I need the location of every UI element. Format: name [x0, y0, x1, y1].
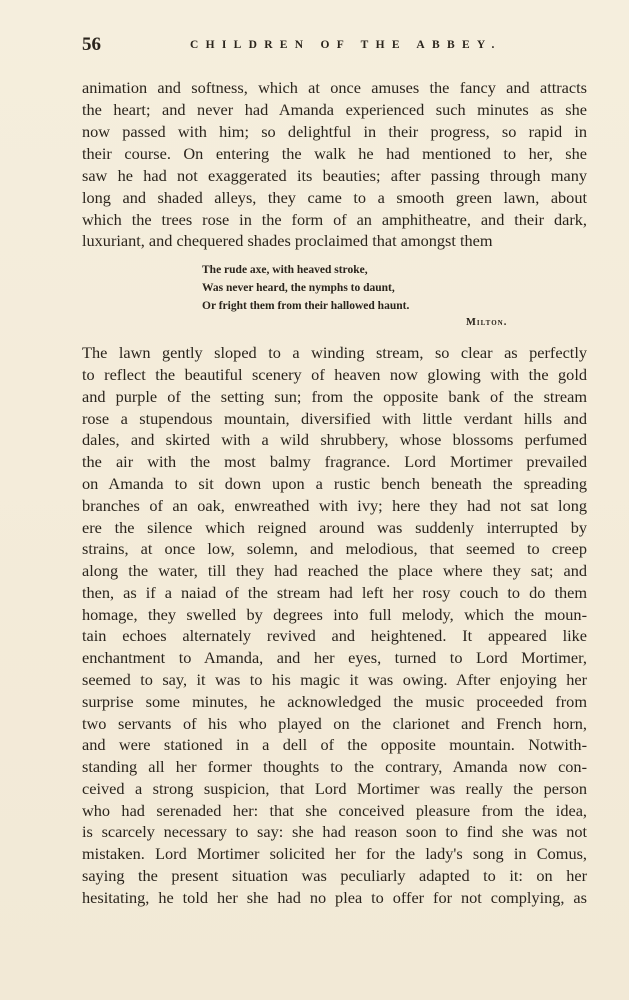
text-line: their course. On entering the walk he had mentioned to her, she — [82, 144, 587, 163]
text-line: the air with the most balmy fragrance. Lord Mortimer prevailed — [82, 452, 587, 471]
text-line: ere the silence which reigned around was suddenly interrupted by — [82, 518, 587, 537]
text-line: standing all her former thoughts to the contrary, Amanda now con- — [82, 757, 587, 776]
text-line: homage, they swelled by degrees into full melody, which the moun- — [82, 605, 587, 624]
text-line: seemed to say, it was to his magic it was owing. After enjoying her — [82, 670, 587, 689]
running-title: CHILDREN OF THE ABBEY. — [190, 39, 502, 51]
text-line: dales, and skirted with a wild shrubbery, whose blossoms perfumed — [82, 430, 587, 449]
text-line: strains, at once low, solemn, and melodious, that seemed to creep — [82, 539, 587, 558]
text-line: to reflect the beautiful scenery of heaven now glowing with the gold — [82, 365, 587, 384]
text-line: on Amanda to sit down upon a rustic bench beneath the spreading — [82, 474, 587, 493]
text-line: is scarcely necessary to say: she had reason soon to find she was not — [82, 822, 587, 841]
verse-line: The rude axe, with heaved stroke, — [202, 264, 368, 276]
text-line: The lawn gently sloped to a winding stream, so clear as perfectly — [82, 343, 587, 362]
text-line: rose a stupendous mountain, diversified with little verdant hills and — [82, 409, 587, 428]
verse-attribution: Milton. — [466, 317, 508, 328]
text-line: branches of an oak, enwreathed with ivy; here they had not sat long — [82, 496, 587, 515]
text-line: luxuriant, and chequered shades proclaimed that amongst them — [82, 231, 493, 250]
text-line: along the water, till they had reached the place where they sat; and — [82, 561, 587, 580]
text-line: hesitating, he told her she had no plea to offer for not complying, as — [82, 888, 587, 907]
text-line: long and shaded alleys, they came to a smooth green lawn, about — [82, 188, 587, 207]
text-line: ceived a strong suspicion, that Lord Mortimer was really the person — [82, 779, 587, 798]
page-number: 56 — [82, 34, 101, 55]
text-line: mistaken. Lord Mortimer solicited her for the lady's song in Comus, — [82, 844, 587, 863]
verse-line: Was never heard, the nymphs to daunt, — [202, 282, 395, 294]
text-line: two servants of his who played on the clarionet and French horn, — [82, 714, 587, 733]
running-head — [82, 34, 587, 56]
text-line: and purple of the setting sun; from the opposite bank of the stream — [82, 387, 587, 406]
text-line: enchantment to Amanda, and her eyes, turned to Lord Mortimer, — [82, 648, 587, 667]
text-line: the heart; and never had Amanda experienced such minutes as she — [82, 100, 587, 119]
text-line: animation and softness, which at once amuses the fancy and attracts — [82, 78, 587, 97]
text-line: then, as if a naiad of the stream had left her rosy couch to do them — [82, 583, 587, 602]
text-line: saw he had not exaggerated its beauties; after passing through many — [82, 166, 587, 185]
text-line: surprise some minutes, he acknowledged the music proceeded from — [82, 692, 587, 711]
verse-line: Or fright them from their hallowed haunt. — [202, 300, 410, 312]
text-line: and were stationed in a dell of the opposite mountain. Notwith- — [82, 735, 587, 754]
text-line: who had serenaded her: that she conceived pleasure from the idea, — [82, 801, 587, 820]
text-line: saying the present situation was peculiarly adapted to it: on her — [82, 866, 587, 885]
text-line: which the trees rose in the form of an amphitheatre, and their dark, — [82, 210, 587, 229]
text-line: now passed with him; so delightful in their progress, so rapid in — [82, 122, 587, 141]
text-line: tain echoes alternately revived and heightened. It appeared like — [82, 626, 587, 645]
